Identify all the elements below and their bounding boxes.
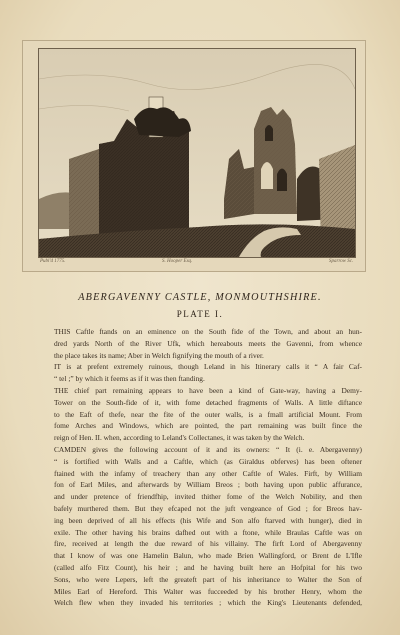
engraving-date-credit: Publ'd 1775. (40, 259, 66, 264)
text-line: to the Eaft of thefe, near the fite of the outer walls, is a fmall artificial Mount. From (54, 409, 362, 419)
plate-number: PLATE I. (176, 309, 224, 319)
text-line: THE chief part remaining appears to have been a kind of Gate-way, having a Demy- (54, 385, 362, 395)
text-line: and under pretence of friendfhip, invited thither fome of the Welch Nobility, and then (54, 492, 362, 502)
text-line: CAMDEN gives the following account of it and its owners: “ It (i. e. Abergavenny) (54, 444, 362, 454)
text-line: the place takes its name; Aber in Welch fignifying the mouth of a river. (54, 350, 264, 360)
text-line: Welch flew when they invaded his territories ; which the King's Lieutenants defended, (54, 598, 362, 608)
text-line: Sons, who were Lepers, left the greateft part of his inheritance to Walter the Son of (54, 574, 362, 584)
text-line: that I know of was one Hamelin Balun, who made Brien Wallingford, or Brent de L'Ifle (54, 551, 362, 561)
text-line: Tower on the South-fide of it, with fome detached fragments of Walls. A little diftance (54, 397, 362, 407)
page-title: ABERGAVENNY CASTLE, MONMOUTHSHIRE. (78, 292, 322, 303)
text-line: exile. The other having his brains dafhed out with a ftone, while Braulas Caftle was on (54, 527, 362, 537)
text-line: bafely murthered them. But they efcaped not the juft vengeance of God ; for Breos hav- (54, 503, 362, 513)
text-line: Miles Earl of Hereford. This Walter was fucceeded by his brother Henry, whom the (54, 586, 362, 596)
text-line: dred yards North of the River Ufk, which hereabouts meets the Gavenni, from whence (54, 338, 362, 348)
text-line: IT is at prefent extremely ruinous, though Leland in his Itinerary calls it “ A fair Caf- (54, 362, 362, 372)
artist-credit: S. Hooper Esq. (162, 259, 193, 264)
castle-engraving (38, 48, 356, 258)
text-line: THIS Caftle ftands on an eminence on the South fide of the Town, and about an hun- (54, 327, 362, 336)
body-text (54, 326, 362, 609)
text-line: fire, received at length the due reward of his villainy. The firft Lord of Abergavenny (54, 539, 362, 549)
text-line: ftained with the infamy of treachery than any other Caftle of Wales. Firft, by William (54, 468, 362, 478)
text-line: fome Arches and Windows, which are pointed, the part remaining was built fince the (54, 421, 362, 431)
text-line: “ tel ;” by which it feems as if it was then ftanding. (54, 374, 205, 384)
text-line: fon of Earl Miles, and afterwards by William Breos ; both having upon public affurance, (54, 480, 362, 490)
text-line: ing been deprived of all his effects (his Wife and Son alfo ftarved with hunger), died in (54, 515, 362, 525)
engraver-credit: Sparrow Sc. (329, 259, 354, 264)
text-line: reign of Hen. II. when, according to Leland's Collectanes, it was taken by the Welch. (54, 433, 305, 443)
text-line: (called alfo Fitz Count), his heir ; and he having built here an Hofpital for his two (54, 562, 362, 572)
text-line: “ is fortified with Walls and a Caftle, which (as Giraldus obferves) has been oftener (54, 456, 362, 466)
